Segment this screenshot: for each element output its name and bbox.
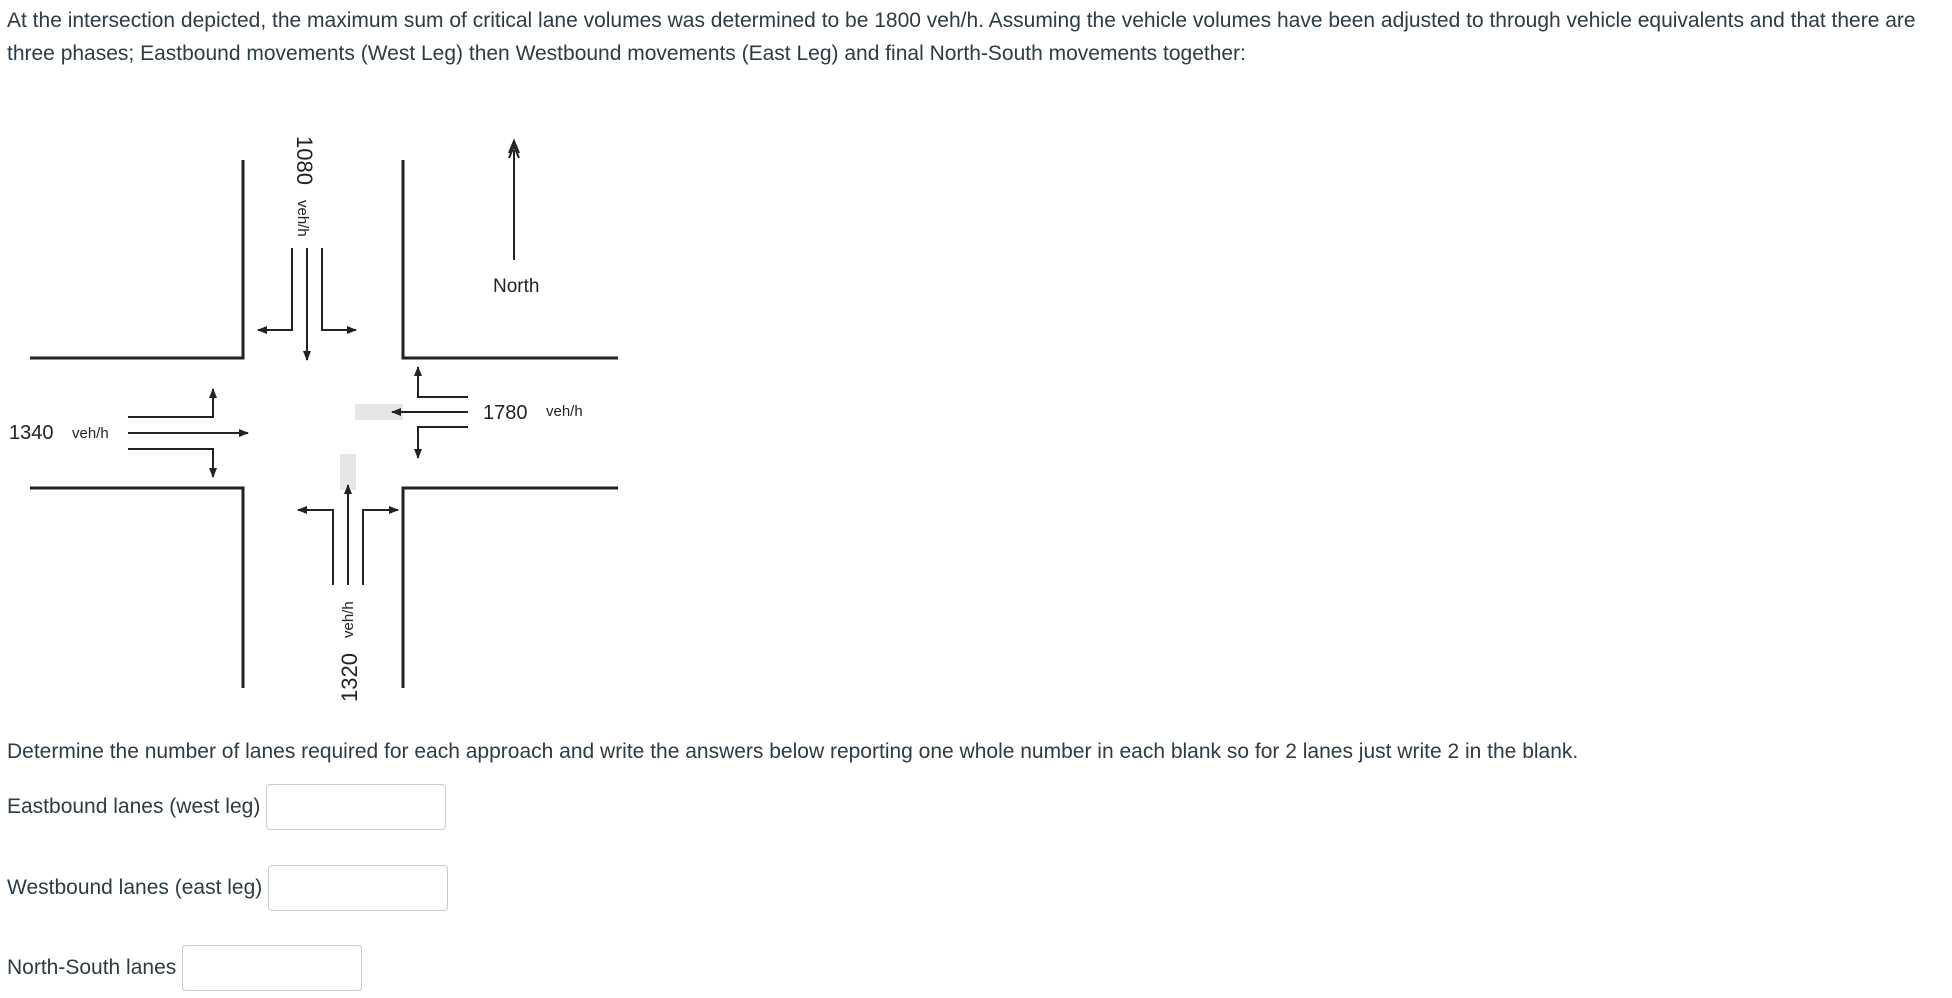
instructions-text: Determine the number of lanes required for each approach and write the answers below reporting one whole number in each blank so for 2 lanes just write 2 in the blank. <box>7 740 1579 763</box>
eastbound-answer-row <box>7 784 446 830</box>
eastbound-lanes-input[interactable] <box>266 784 446 830</box>
westbound-unit: veh/h <box>546 403 583 420</box>
northbound-volume: 1320 <box>337 653 362 702</box>
question-text: At the intersection depicted, the maximum sum of critical lane volumes was determined to be 1800 veh/h. Assuming the vehicle volumes have been adjusted to through vehicle equivalents and that there are three phases; Eastbound movements (West Leg) then Westbound movements (East Leg) and final North-South movements together: <box>7 9 1916 65</box>
westbound-answer-row <box>7 865 448 911</box>
northbound-lane-arrows <box>298 485 398 585</box>
northbound-unit: veh/h <box>340 601 357 638</box>
southbound-lane-arrows <box>258 248 356 360</box>
westbound-volume: 1780 <box>483 402 528 424</box>
northbound-shading <box>340 454 356 490</box>
curb-southeast <box>403 488 618 688</box>
road-edges <box>30 160 618 688</box>
northsouth-answer-row <box>7 945 362 991</box>
westbound-lanes-label: Westbound lanes (east leg) <box>7 876 263 899</box>
eastbound-lanes-label: Eastbound lanes (west leg) <box>7 795 261 818</box>
eastbound-lane-arrows <box>128 389 248 477</box>
westbound-lanes-input[interactable] <box>268 865 448 911</box>
north-arrow-icon <box>509 141 519 260</box>
eastbound-unit: veh/h <box>72 425 109 442</box>
westbound-lane-arrows <box>392 367 468 458</box>
curb-southwest <box>30 488 243 688</box>
southbound-volume: 1080 <box>292 136 317 185</box>
curb-northwest <box>30 160 243 358</box>
north-label: North <box>493 276 540 297</box>
curb-northeast <box>403 160 618 358</box>
eastbound-volume: 1340 <box>9 422 54 444</box>
intersection-diagram <box>0 120 640 720</box>
southbound-unit: veh/h <box>294 200 311 237</box>
northsouth-lanes-input[interactable] <box>182 945 362 991</box>
northsouth-lanes-label: North-South lanes <box>7 956 177 979</box>
